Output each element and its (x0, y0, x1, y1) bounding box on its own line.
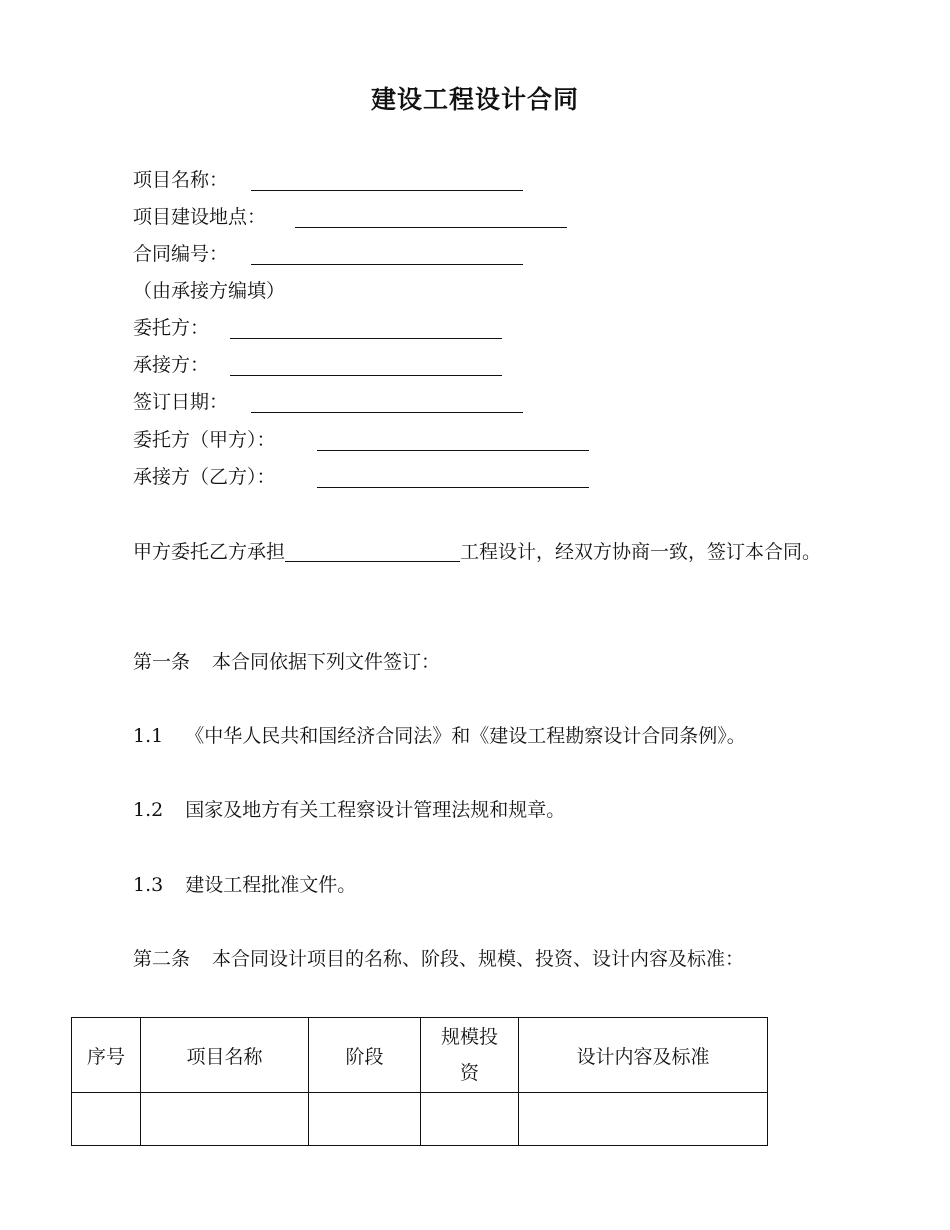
header-scale-investment (421, 1018, 519, 1093)
header-project-name: 项目名称 (141, 1018, 309, 1093)
project-site-field (133, 203, 266, 231)
party-a-field (133, 426, 276, 454)
table-header-row (72, 1018, 768, 1093)
client-label: 委托方： (133, 317, 210, 339)
contract-no-label: 合同编号： (133, 243, 229, 265)
article-1-item-3 (133, 871, 356, 899)
table-row (72, 1093, 768, 1146)
sign-date-label: 签订日期： (133, 391, 229, 413)
contractor-field (133, 351, 209, 379)
party-b-label: 承接方（乙方）： (133, 466, 276, 488)
article-1-number: 第一条 (133, 651, 191, 673)
item-text: 《中华人民共和国经济合同法》和《建设工程勘察设计合同条例》。 (185, 725, 746, 747)
project-site-label: 项目建设地点： (133, 206, 267, 228)
party-b-blank[interactable] (317, 487, 589, 488)
party-a-label: 委托方（甲方）： (133, 429, 276, 451)
project-blank[interactable] (285, 539, 460, 562)
project-name-blank[interactable] (251, 190, 523, 191)
item-text: 国家及地方有关工程察设计管理法规和规章。 (185, 799, 566, 821)
party-a-blank[interactable] (317, 450, 589, 451)
article-2-heading (133, 945, 744, 973)
contractor-blank[interactable] (230, 375, 502, 376)
article-2-number: 第二条 (133, 948, 191, 970)
table-cell[interactable] (421, 1093, 519, 1146)
client-blank[interactable] (230, 338, 502, 339)
project-name-label: 项目名称： (133, 169, 229, 191)
document-title: 建设工程设计合同 (370, 85, 579, 114)
table-cell[interactable] (519, 1093, 768, 1146)
contract-no-note: （由承接方编填） (133, 280, 286, 302)
table-cell[interactable] (309, 1093, 421, 1146)
header-serial: 序号 (72, 1018, 141, 1093)
article-1-item-1 (133, 722, 746, 750)
table-cell[interactable] (141, 1093, 309, 1146)
item-text: 建设工程批准文件。 (185, 874, 357, 896)
item-number: 1.3 (133, 874, 164, 896)
sign-date-blank[interactable] (251, 412, 523, 413)
intro-paragraph (88, 535, 860, 570)
table-cell[interactable] (72, 1093, 141, 1146)
header-stage: 阶段 (309, 1018, 421, 1093)
contractor-label: 承接方： (133, 354, 210, 376)
project-site-blank[interactable] (295, 227, 567, 228)
article-2-text: 本合同设计项目的名称、阶段、规模、投资、设计内容及标准： (212, 948, 745, 970)
sign-date-field (133, 388, 228, 416)
project-spec-table (71, 1017, 768, 1146)
header-scale-investment-text: 规模投资 (441, 1026, 499, 1084)
intro-text-before: 甲方委托乙方承担 (133, 541, 286, 563)
article-1-item-2 (133, 796, 565, 824)
client-field (133, 314, 209, 342)
contract-no-blank[interactable] (251, 264, 523, 265)
article-1-heading (133, 648, 440, 676)
item-number: 1.2 (133, 799, 164, 821)
project-name-field (133, 166, 228, 194)
contract-no-field (133, 240, 228, 268)
party-b-field (133, 463, 276, 491)
article-1-text: 本合同依据下列文件签订： (212, 651, 441, 673)
intro-text-after: 工程设计，经双方协商一致，签订本合同。 (460, 541, 822, 563)
header-design-content: 设计内容及标准 (519, 1018, 768, 1093)
item-number: 1.1 (133, 725, 164, 747)
